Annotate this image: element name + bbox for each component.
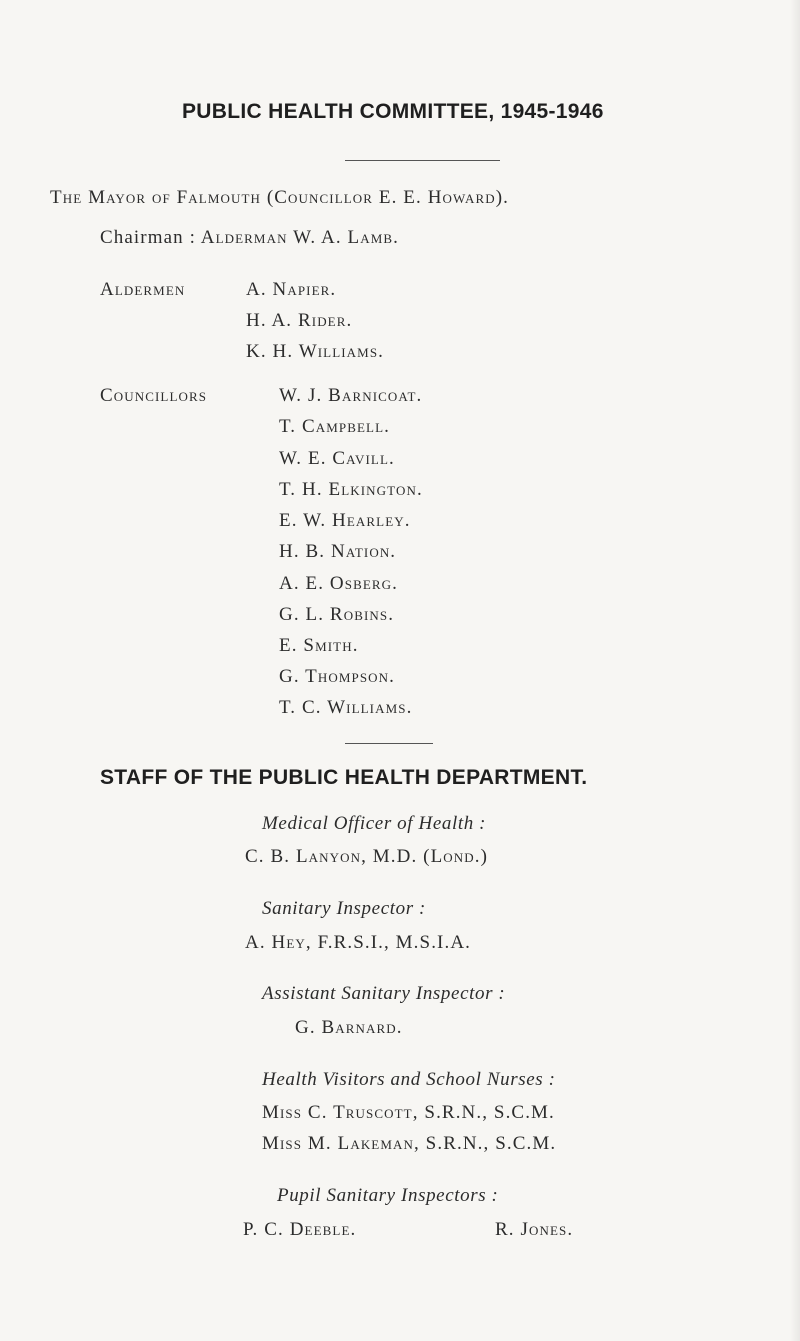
pupil-inspectors-title: Pupil Sanitary Inspectors :: [277, 1185, 499, 1206]
sanitary-inspector-title: Sanitary Inspector :: [262, 898, 426, 919]
chairman-label: Chairman :: [100, 227, 196, 248]
councillor-item: E. W. Hearley.: [279, 510, 411, 531]
divider-rule: [345, 743, 433, 744]
chairman-name: Alderman W. A. Lamb.: [200, 227, 400, 248]
councillor-item: T. H. Elkington.: [279, 479, 423, 500]
councillor-item: G. L. Robins.: [279, 604, 395, 625]
councillor-item: E. Smith.: [279, 635, 359, 656]
divider-rule: [345, 160, 500, 161]
pupil-inspector-name: P. C. Deeble.: [243, 1219, 357, 1240]
medical-officer-name: C. B. Lanyon, M.D. (Lond.): [245, 846, 489, 867]
councillor-item: H. B. Nation.: [279, 541, 397, 562]
councillor-item: G. Thompson.: [279, 666, 396, 687]
alderman-item: H. A. Rider.: [246, 310, 353, 331]
pupil-inspector-name: R. Jones.: [495, 1219, 574, 1240]
alderman-item: A. Napier.: [246, 279, 337, 300]
assistant-inspector-title: Assistant Sanitary Inspector :: [262, 983, 506, 1004]
councillor-item: W. J. Barnicoat.: [279, 385, 423, 406]
councillor-item: A. E. Osberg.: [279, 573, 398, 594]
medical-officer-title: Medical Officer of Health :: [262, 813, 487, 834]
health-visitor-name: Miss C. Truscott, S.R.N., S.C.M.: [262, 1102, 555, 1123]
assistant-inspector-name: G. Barnard.: [295, 1017, 403, 1038]
alderman-item: K. H. Williams.: [246, 341, 384, 362]
councillor-item: T. Campbell.: [279, 416, 390, 437]
councillor-item: W. E. Cavill.: [279, 448, 395, 469]
page-edge-shadow: [790, 0, 800, 1341]
health-visitor-name: Miss M. Lakeman, S.R.N., S.C.M.: [262, 1133, 557, 1154]
page-title: PUBLIC HEALTH COMMITTEE, 1945-1946: [182, 100, 604, 123]
chairman-line: [100, 227, 399, 249]
aldermen-label: Aldermen: [100, 279, 186, 300]
mayor-line: The Mayor of Falmouth (Councillor E. E. Howard).: [50, 187, 509, 208]
councillors-label: Councillors: [100, 385, 208, 406]
health-visitors-title: Health Visitors and School Nurses :: [262, 1069, 556, 1090]
staff-heading: STAFF OF THE PUBLIC HEALTH DEPARTMENT.: [100, 766, 588, 789]
sanitary-inspector-name: A. Hey, F.R.S.I., M.S.I.A.: [245, 932, 471, 953]
councillor-item: T. C. Williams.: [279, 697, 413, 718]
